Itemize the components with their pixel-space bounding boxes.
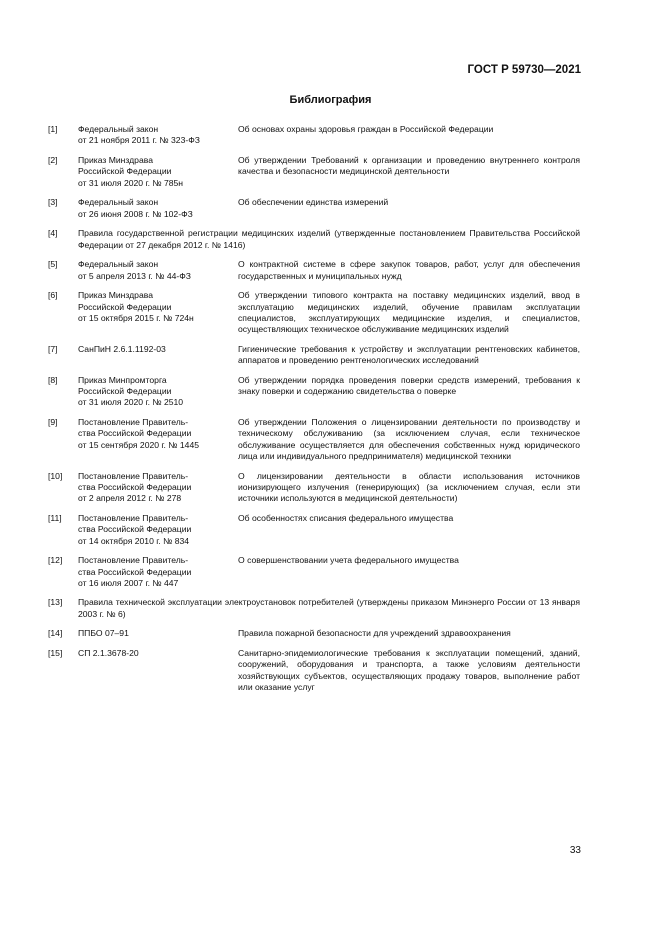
entry-description-text: О совершенствовании учета федерального имущества (238, 555, 459, 566)
bibliography-entry (48, 597, 580, 620)
entry-source-line: от 26 июня 2008 г. № 102-ФЗ (78, 208, 193, 219)
entry-source (78, 290, 238, 324)
entry-description-text: Гигиенические требования к устройству и эксплуатации рентгеновских кабинетов, аппаратов и проведению рентгенологических исследований (238, 343, 580, 366)
entry-number: [11] (48, 512, 62, 523)
entry-number: [15] (48, 648, 63, 659)
entry-source-line: Постановление Правитель- (78, 470, 189, 481)
entry-description (238, 375, 580, 398)
entry-description (238, 628, 580, 639)
entry-description-text: Санитарно-эпидемиологические требования к эксплуатации помещений, зданий, сооружений, оборудования и транспорта, а также условиям деятельности хозяйствующих субъектов, осуществляющих продажу товаров, выполнение работ или оказание услуг (238, 648, 580, 693)
bibliography-entry (48, 228, 580, 251)
bibliography-entry (48, 628, 580, 639)
entry-source (78, 648, 238, 659)
bibliography-entry (48, 155, 580, 189)
entry-source (78, 375, 238, 409)
entry-source-line: Федеральный закон (78, 124, 159, 134)
bibliography-entry (48, 375, 580, 409)
page-title: Библиография (289, 94, 372, 106)
entry-source (78, 513, 238, 547)
entry-description (238, 555, 580, 566)
entry-source-line: Приказ Минздрава (78, 154, 153, 165)
entry-source (78, 471, 238, 505)
entry-number: [1] (48, 124, 58, 134)
entry-source-line: Российской Федерации (78, 301, 172, 312)
entry-source-line: СанПиН 2.6.1.1192-03 (78, 343, 166, 354)
entry-description (238, 259, 580, 282)
entry-description (238, 471, 580, 505)
entry-description (238, 344, 580, 367)
entry-number: [12] (48, 555, 63, 566)
entry-description (238, 513, 580, 524)
document-code: ГОСТ Р 59730—2021 (467, 64, 581, 76)
entry-source-line: СП 2.1.3678-20 (78, 648, 139, 659)
entry-source-line: Приказ Минздрава (78, 290, 153, 301)
entry-number: [3] (48, 197, 58, 208)
entry-source (78, 197, 238, 220)
bibliography-entry (48, 124, 580, 147)
entry-description-text: Правила пожарной безопасности для учреждений здравоохранения (238, 628, 511, 639)
entry-number: [2] (48, 154, 58, 165)
entry-description-text: Об утверждении Требований к организации и проведению внутреннего контроля качества и безопасности медицинской деятельности (238, 154, 580, 177)
entry-source-line: ства Российской Федерации (78, 481, 192, 492)
entry-source-line: от 2 апреля 2012 г. № 278 (78, 493, 182, 504)
bibliography-entry (48, 290, 580, 335)
entry-source-line: ства Российской Федерации (78, 566, 192, 577)
entry-number: [8] (48, 374, 58, 385)
entry-full-text: Правила технической эксплуатации электроустановок потребителей (утверждены приказом Минэнерго России от 13 января 2003 г. № 6) (78, 597, 580, 619)
entry-source (78, 155, 238, 189)
entry-source-line: ства Российской Федерации (78, 428, 192, 439)
entry-description-text: О лицензировании деятельности в области использования источников ионизирующего излучения (генерирующих) (за исключением случая, если эти источники используются в медицинской деятельности) (238, 470, 580, 504)
entry-description (238, 197, 580, 208)
entry-description-text: Об утверждении порядка проведения поверки средств измерений, требования к знаку поверки и содержанию свидетельства о поверке (238, 374, 580, 397)
entry-source-line: Российской Федерации (78, 166, 172, 177)
entry-description-text: Об особенностях списания федерального имущества (238, 512, 454, 523)
entry-source-line: ства Российской Федерации (78, 524, 192, 535)
entry-source-line: ППБО 07–91 (78, 628, 129, 639)
bibliography-entry (48, 344, 580, 367)
bibliography-entry (48, 471, 580, 505)
entry-source-line: от 5 апреля 2013 г. № 44-ФЗ (78, 270, 191, 281)
bibliography-entry (48, 197, 580, 220)
entry-description (238, 124, 580, 135)
entry-description-text: Об утверждении Положения о лицензировании деятельности по производству и техническому обслуживанию (за исключением случая, если техническое обслуживание осуществляется для обеспечения собственных нужд юридического лица или индивидуального предпринимателя) медицинской техники (238, 417, 580, 461)
entry-source-line: Постановление Правитель- (78, 512, 189, 523)
entry-source (78, 628, 238, 639)
bibliography-entry (48, 513, 580, 547)
entry-number: [14] (48, 628, 63, 639)
entry-source-line: от 15 сентября 2020 г. № 1445 (78, 439, 200, 450)
entry-number: [7] (48, 343, 58, 354)
entry-full-text: Правила государственной регистрации медицинских изделий (утвержденные постановлением Правительства Российской Федерации от 27 декабря 2012 г. № 1416) (78, 228, 580, 250)
bibliography-entry (48, 259, 580, 282)
entry-source-line: от 31 июля 2020 г. № 2510 (78, 397, 184, 408)
bibliography-list (48, 124, 580, 702)
bibliography-entry (48, 648, 580, 693)
entry-source-line: от 31 июля 2020 г. № 785н (78, 177, 184, 188)
entry-source-line: от 14 октября 2010 г. № 834 (78, 535, 190, 546)
entry-number: [4] (48, 228, 58, 239)
entry-source-line: Российской Федерации (78, 386, 172, 397)
entry-description (238, 155, 580, 178)
entry-source (78, 124, 238, 147)
entry-source-line: Приказ Минпромторга (78, 374, 167, 385)
entry-number: [6] (48, 290, 58, 301)
entry-number: [10] (48, 470, 63, 481)
bibliography-entry (48, 555, 580, 589)
entry-source (78, 259, 238, 282)
entry-source-line: Постановление Правитель- (78, 417, 189, 428)
entry-source-line: Федеральный закон (78, 259, 159, 270)
entry-description-text: О контрактной системе в сфере закупок товаров, работ, услуг для обеспечения государственных и муниципальных нужд (238, 259, 580, 281)
entry-number: [5] (48, 259, 58, 270)
entry-source-line: Федеральный закон (78, 197, 159, 208)
entry-number: [9] (48, 417, 58, 428)
entry-source-line: от 15 октября 2015 г. № 724н (78, 312, 194, 323)
entry-description (238, 290, 580, 335)
entry-number: [13] (48, 597, 63, 608)
entry-source-line: от 21 ноября 2011 г. № 323-ФЗ (78, 135, 200, 146)
bibliography-entry (48, 417, 580, 462)
entry-source-line: от 16 июля 2007 г. № 447 (78, 577, 179, 588)
entry-source (78, 417, 238, 451)
entry-source (78, 555, 238, 589)
entry-source (78, 344, 238, 355)
page-number: 33 (569, 845, 581, 856)
entry-description (238, 417, 580, 462)
entry-description-text: Об обеспечении единства измерений (238, 197, 389, 208)
entry-source-line: Постановление Правитель- (78, 555, 189, 566)
entry-description (238, 648, 580, 693)
entry-description-text: Об основах охраны здоровья граждан в Российской Федерации (238, 124, 494, 134)
entry-description-text: Об утверждении типового контракта на поставку медицинских изделий, ввод в эксплуатацию медицинских изделий, обучение правилам эксплуатации специалистов, эксплуатирующих медицинские изделия, и специалистов, осуществляющих техническое обслуживание медицинских изделий (238, 290, 580, 335)
